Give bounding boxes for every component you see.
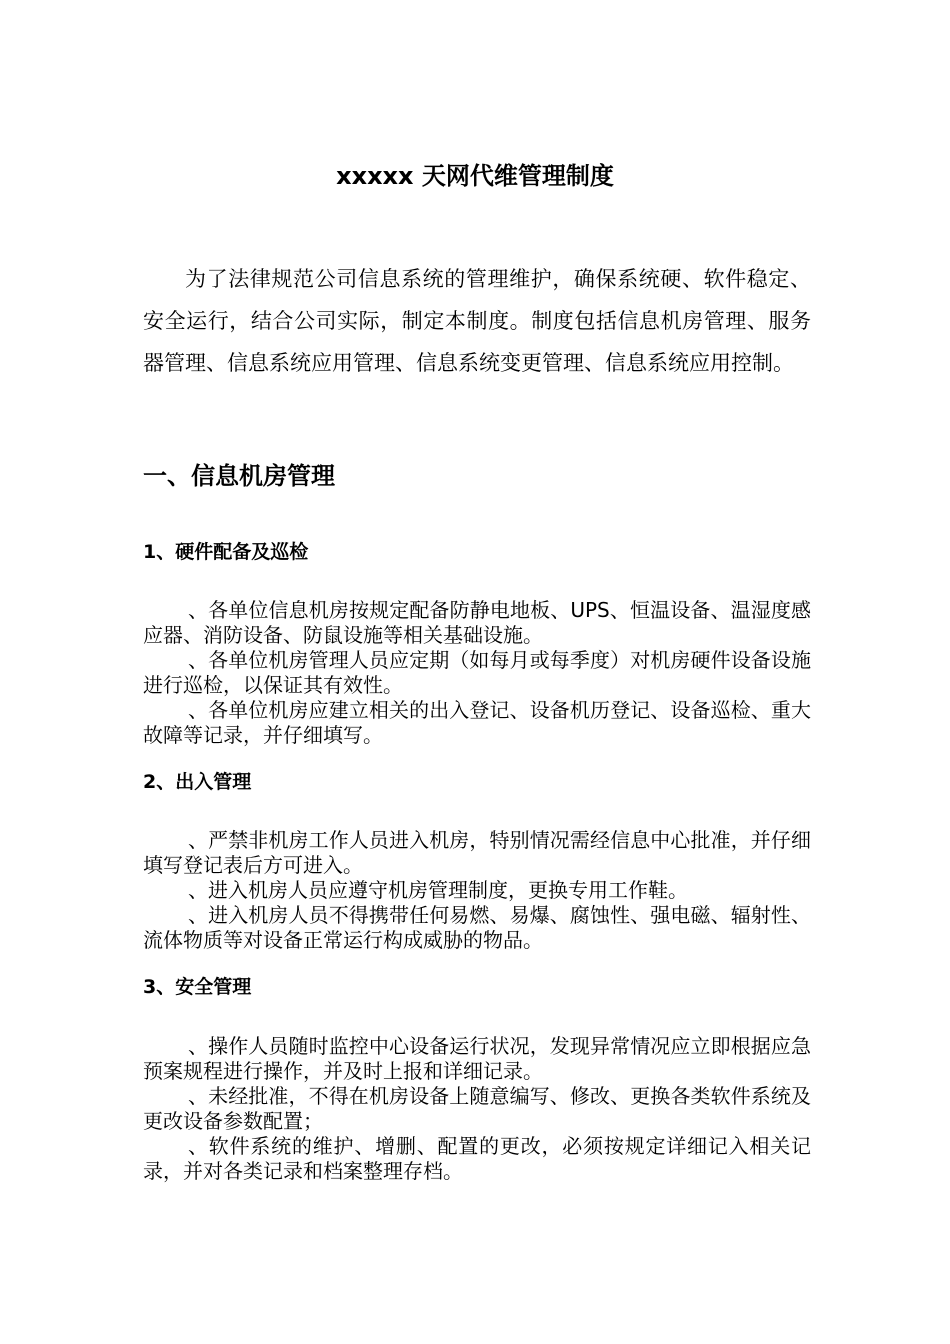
intro-paragraph: 为了法律规范公司信息系统的管理维护，确保系统硬、软件稳定、安全运行，结合公司实际，制定本制度。制度包括信息机房管理、服务器管理、信息系统应用管理、信息系统变更管理、信息系统应用控制。	[143, 267, 811, 375]
security-rules-list	[143, 1034, 811, 1184]
list-item: 、严禁非机房工作人员进入机房，特别情况需经信息中心批准，并仔细填写登记表后方可进入。	[143, 828, 811, 877]
list-item: 、进入机房人员不得携带任何易燃、易爆、腐蚀性、强电磁、辐射性、流体物质等对设备正常运行构成威胁的物品。	[143, 903, 811, 952]
list-item: 、各单位机房应建立相关的出入登记、设备机历登记、设备巡检、重大故障等记录，并仔细填写。	[143, 698, 811, 747]
list-item: 、软件系统的维护、增删、配置的更改，必须按规定详细记入相关记录，并对各类记录和档案整理存档。	[143, 1134, 811, 1183]
subsection-heading-access: 2、出入管理	[143, 771, 252, 793]
list-item: 、操作人员随时监控中心设备运行状况，发现异常情况应立即根据应急预案规程进行操作，并及时上报和详细记录。	[143, 1034, 811, 1083]
access-rules-list	[143, 828, 811, 953]
list-item: 、各单位信息机房按规定配备防静电地板、UPS、恒温设备、温湿度感应器、消防设备、防鼠设施等相关基础设施。	[143, 598, 811, 647]
subsection-heading-security: 3、安全管理	[143, 976, 252, 998]
document-title: xxxxx 天网代维管理制度	[336, 162, 614, 190]
list-item: 、未经批准，不得在机房设备上随意编写、修改、更换各类软件系统及更改设备参数配置；	[143, 1084, 811, 1133]
list-item: 、进入机房人员应遵守机房管理制度，更换专用工作鞋。	[188, 878, 688, 902]
subsection-heading-hardware: 1、硬件配备及巡检	[143, 541, 309, 563]
section-heading-it-room: 一、信息机房管理	[143, 462, 335, 490]
list-item: 、各单位机房管理人员应定期（如每月或每季度）对机房硬件设备设施进行巡检，以保证其有效性。	[143, 648, 811, 697]
hardware-rules-list	[143, 598, 811, 748]
